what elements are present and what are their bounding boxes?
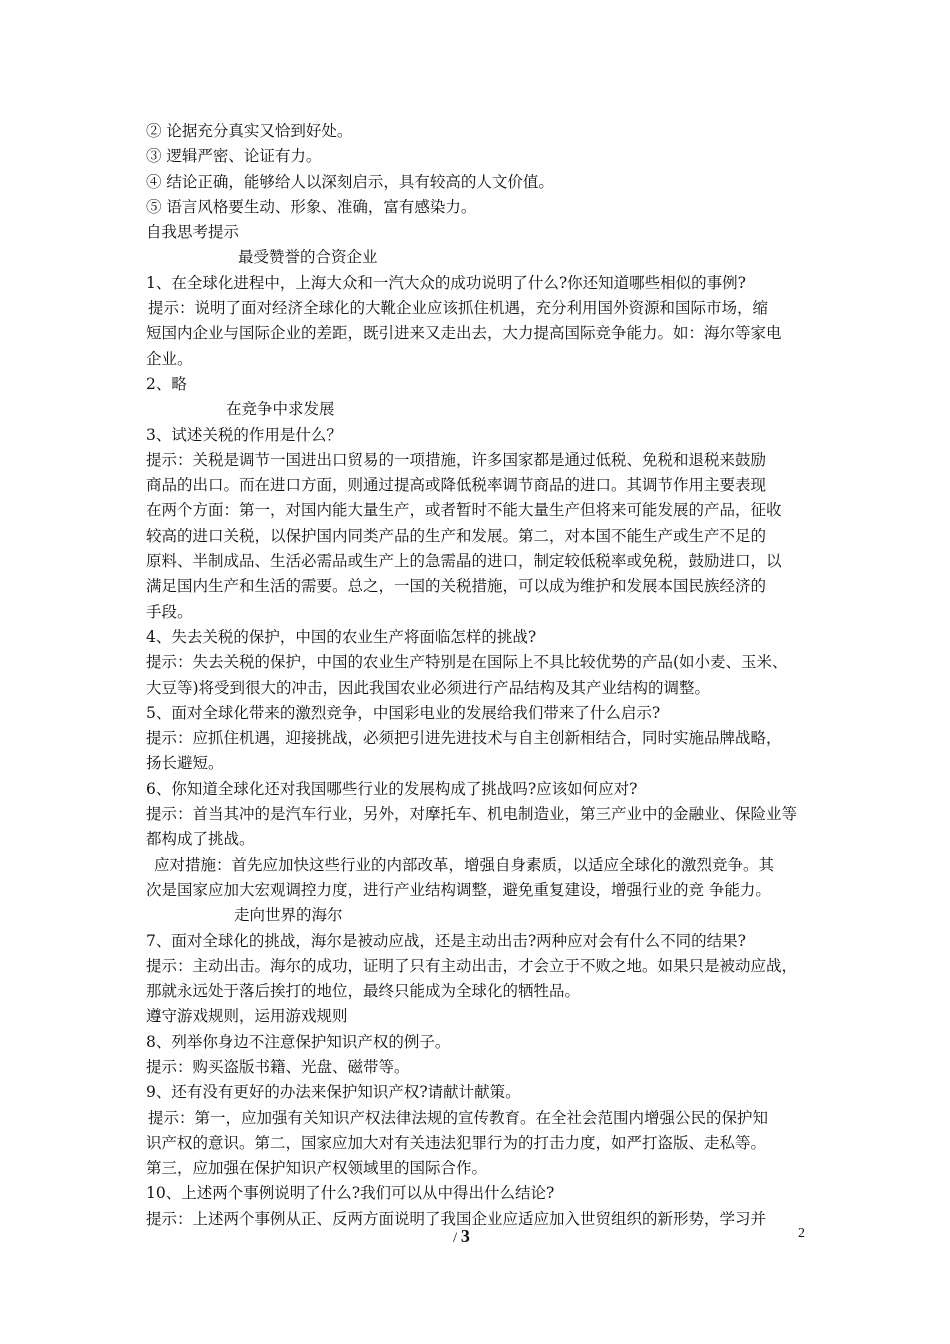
text-line: 6、你知道全球化还对我国哪些行业的发展构成了挑战吗?应该如何应对?: [146, 779, 638, 798]
text-line: 应对措施：首先应加快这些行业的内部改革，增强自身素质，以适应全球化的激烈竞争。其: [154, 855, 775, 874]
page-counter: [453, 1226, 470, 1247]
text-line: 大豆等)将受到很大的冲击，因此我国农业必须进行产品结构及其产业结构的调整。: [146, 678, 711, 697]
text-line: 3、试述关税的作用是什么？: [146, 425, 342, 444]
text-line: 提示：说明了面对经济全球化的大靴企业应该抓住机遇，充分利用国外资源和国际市场，缩: [148, 299, 769, 318]
text-line: 满足国内生产和生活的需要。总之，一国的关税措施，可以成为维护和发展本国民族经济的: [146, 577, 767, 596]
text-line: ③ 逻辑严密、论证有力。: [146, 147, 322, 166]
text-line: 次是国家应加大宏观调控力度，进行产业结构调整，避免重复建设，增强行业的竞 争能力。: [146, 880, 771, 899]
text-line: 最受赞誉的合资企业: [238, 248, 378, 267]
text-line: 较高的进口关税，以保护国内同类产品的生产和发展。第二，对本国不能生产或生产不足的: [146, 526, 767, 545]
text-line: 提示：应抓住机遇，迎接挑战，必须把引进先进技术与自主创新相结合，同时实施品牌战略，: [146, 729, 782, 748]
text-line: 8、列举你身边不注意保护知识产权的例子。: [146, 1032, 451, 1051]
text-line: 5、面对全球化带来的激烈竞争，中国彩电业的发展给我们带来了什么启示?: [146, 703, 661, 722]
text-line: 10、上述两个事例说明了什么?我们可以从中得出什么结论?: [146, 1184, 555, 1203]
text-line: 自我思考提示: [146, 223, 240, 242]
text-line: ⑤ 语言风格要生动、形象、准确，富有感染力。: [146, 197, 477, 216]
page-number: 2: [798, 1226, 805, 1241]
text-line: 1、在全球化进程中，上海大众和一汽大众的成功说明了什么?你还知道哪些相似的事例?: [146, 273, 746, 292]
text-line: ② 论据充分真实又恰到好处。: [146, 122, 353, 140]
text-line: 提示：首当其冲的是汽车行业，另外，对摩托车、机电制造业，第三产业中的金融业、保险业等: [146, 805, 798, 824]
text-line: 走向世界的海尔: [234, 906, 343, 925]
text-line: 手段。: [146, 602, 193, 621]
text-line: 企业。: [146, 349, 193, 368]
text-line: 4、失去关税的保护，中国的农业生产将面临怎样的挑战?: [146, 627, 537, 646]
text-line: 提示：上述两个事例从正、反两方面说明了我国企业应适应加入世贸组织的新形势，学习并: [146, 1209, 767, 1228]
text-line: 提示：第一，应加强有关知识产权法律法规的宣传教育。在全社会范围内增强公民的保护知: [148, 1108, 769, 1127]
text-line: 在两个方面：第一，对国内能大量生产，或者暂时不能大量生产但将来可能发展的产品，征收: [146, 501, 782, 520]
page-counter-prefix: /: [453, 1230, 461, 1246]
text-line: 提示：失去关税的保护，中国的农业生产特别是在国际上不具比较优势的产品(如小麦、玉米、: [146, 653, 788, 672]
document-body: [146, 119, 818, 1232]
text-line: 提示：关税是调节一国进出口贸易的一项措施，许多国家都是通过低税、免税和退税来鼓励: [146, 450, 767, 469]
text-line: ④ 结论正确，能够给人以深刻启示，具有较高的人文价值。: [146, 172, 554, 191]
text-line: 短国内企业与国际企业的差距，既引进来又走出去，大力提高国际竞争能力。如：海尔等家电: [146, 324, 782, 343]
text-line: 那就永远处于落后挨打的地位，最终只能成为全球化的牺牲品。: [146, 982, 581, 1001]
text-line: 提示：主动出击。海尔的成功，证明了只有主动出击，才会立于不败之地。如果只是被动应战，: [146, 956, 798, 975]
text-line: 9、还有没有更好的办法来保护知识产权?请献计献策。: [146, 1083, 521, 1102]
text-line: 第三，应加强在保护知识产权领域里的国际合作。: [146, 1159, 488, 1178]
text-line: 扬长避短。: [146, 754, 224, 773]
text-line: 2、略: [146, 374, 187, 393]
text-line: 7、面对全球化的挑战，海尔是被动应战，还是主动出击?两种应对会有什么不同的结果?: [146, 931, 746, 950]
text-line: 识产权的意识。第二，国家应加大对有关违法犯罪行为的打击力度，如严打盗版、走私等。: [146, 1133, 767, 1152]
text-line: 提示：购买盗版书籍、光盘、磁带等。: [146, 1057, 410, 1076]
text-line: 遵守游戏规则，运用游戏规则: [146, 1007, 348, 1026]
text-line: 在竞争中求发展: [226, 400, 335, 419]
page-total: 3: [460, 1226, 470, 1246]
text-line: 商品的出口。而在进口方面，则通过提高或降低税率调节商品的进口。其调节作用主要表现: [146, 476, 767, 495]
text-line: 原料、半制成品、生活必需品或生产上的急需晶的进口，制定较低税率或免税，鼓励进口，以: [146, 552, 782, 571]
text-line: 都构成了挑战。: [146, 830, 255, 849]
